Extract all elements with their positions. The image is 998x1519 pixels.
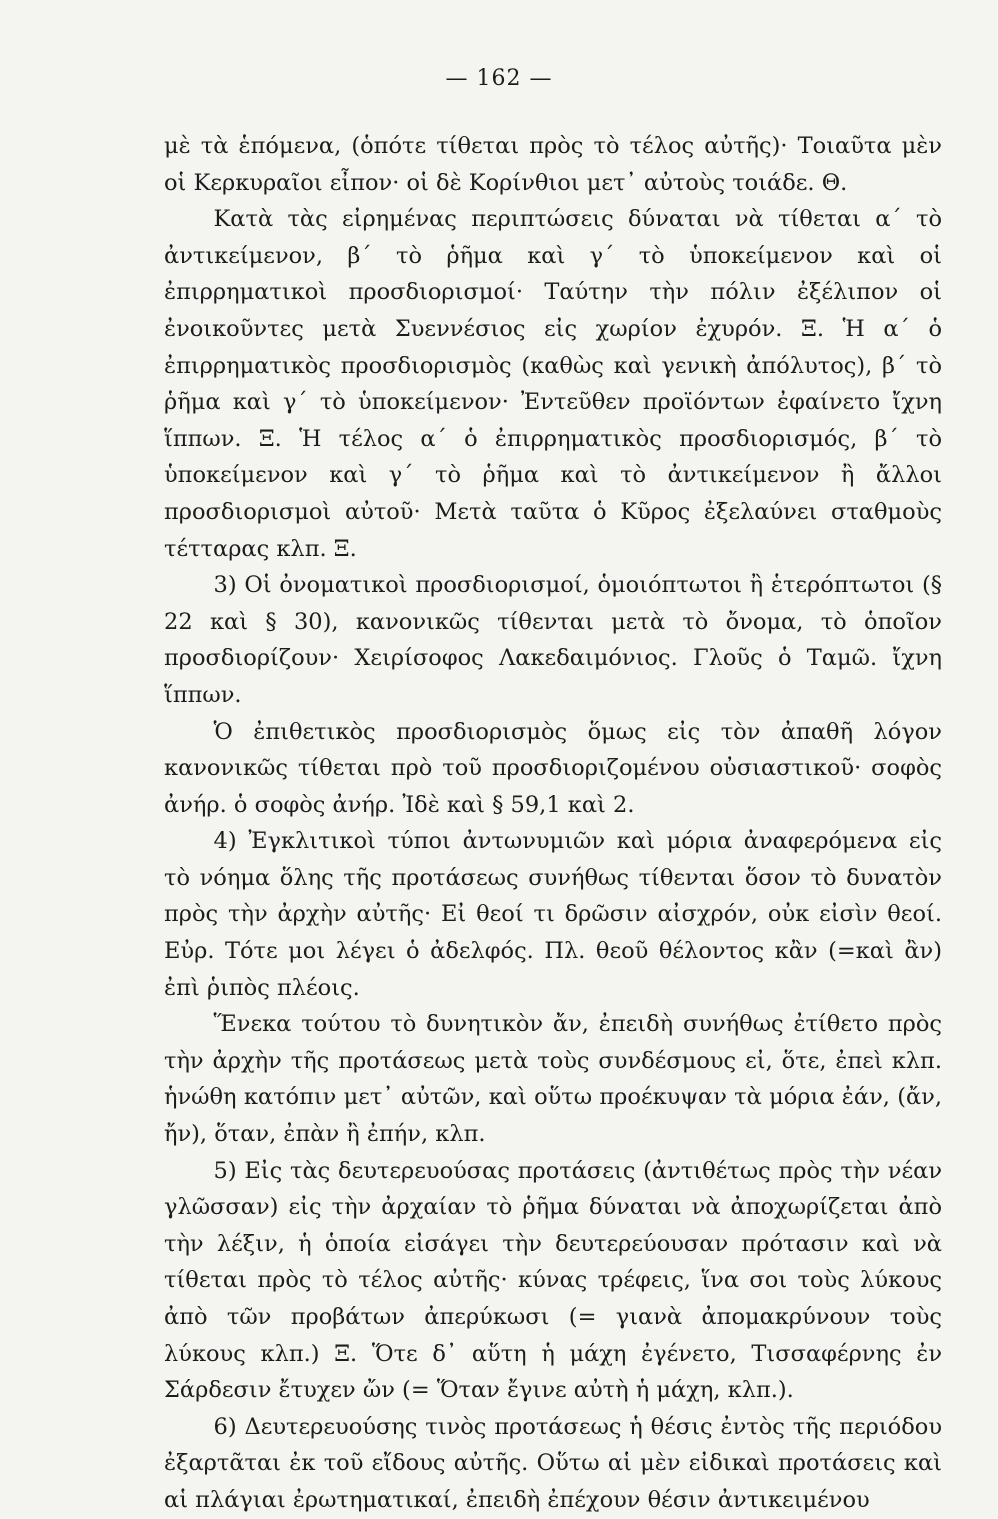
paragraph: 3) Οἱ ὀνοματικοὶ προσδιορισμοί, ὁμοιόπτωτοι ἢ ἑτερόπτωτοι (§ 22 καὶ § 30), κανονικῶς τίθενται μετὰ τὸ ὄνομα, τὸ ὁποῖον προσδιορίζουν· Χειρίσοφος Λακεδαιμόνιος. Γλοῦς ὁ Ταμῶ. ἴχνη ἵππων. <box>164 572 942 708</box>
paragraph: Κατὰ τὰς εἰρημένας περιπτώσεις δύναται νὰ τίθεται α´ τὸ ἀντικείμενον, β´ τὸ ῥῆμα καὶ γ´ τὸ ὑποκείμενον καὶ οἱ ἐπιρρηματικοὶ προσδιορισμοί· Ταύτην τὴν πόλιν ἐξέλιπον οἱ ἐνοικοῦντες μετὰ Συεννέσιος εἰς χωρίον ἐχυρόν. Ξ. Ἡ α´ ὁ ἐπιρρηματικὸς προσδιορισμὸς (καθὼς καὶ γενικὴ ἀπόλυτος), β´ τὸ ῥῆμα καὶ γ´ τὸ ὑποκείμενον· Ἐντεῦθεν προϊόντων ἐφαίνετο ἴχνη ἵππων. Ξ. Ἡ τέλος α´ ὁ ἐπιρρηματικὸς προσδιορισμός, β´ τὸ ὑποκείμενον καὶ γ´ τὸ ῥῆμα καὶ τὸ ἀντικείμενον ἢ ἄλλοι προσδιορισμοὶ αὐτοῦ· Μετὰ ταῦτα ὁ Κῦρος ἐξελαύνει σταθμοὺς τέτταρας κλπ. Ξ. <box>164 206 942 562</box>
body-text <box>164 128 942 1519</box>
page-number: — 162 — <box>445 66 553 91</box>
paragraph: 4) Ἐγκλιτικοὶ τύποι ἀντωνυμιῶν καὶ μόρια ἀναφερόμενα εἰς τὸ νόημα ὅλης τῆς προτάσεως συνήθως τίθενται ὅσον τὸ δυνατὸν πρὸς τὴν ἀρχὴν αὐτῆς· Εἰ θεοί τι δρῶσιν αἰσχρόν, οὐκ εἰσὶν θεοί. Εὐρ. Τότε μοι λέγει ὁ ἀδελφός. Πλ. θεοῦ θέλοντος κἂν (=καὶ ἂν) ἐπὶ ῥιπὸς πλέοις. <box>164 828 942 1001</box>
paragraph: 5) Εἰς τὰς δευτερευούσας προτάσεις (ἀντιθέτως πρὸς τὴν νέαν γλῶσσαν) εἰς τὴν ἀρχαίαν τὸ ῥῆμα δύναται νὰ ἀποχωρίζεται ἀπὸ τὴν λέξιν, ἡ ὁποία εἰσάγει τὴν δευτερεύουσαν πρότασιν καὶ νὰ τίθεται πρὸς τὸ τέλος αὐτῆς· κύνας τρέφεις, ἵνα σοι τοὺς λύκους ἀπὸ τῶν προβάτων ἀπερύκωσι (= γιανὰ ἀπομακρύνουν τοὺς λύκους κλπ.) Ξ. Ὅτε δ᾽ αὕτη ἡ μάχη ἐγένετο, Τισσαφέρνης ἐν Σάρδεσιν ἔτυχεν ὤν (= Ὅταν ἔγινε αὐτὴ ἡ μάχη, κλπ.). <box>164 1157 942 1404</box>
paragraph: μὲ τὰ ἑπόμενα, (ὁπότε τίθεται πρὸς τὸ τέλος αὐτῆς)· Τοιαῦτα μὲν οἱ Κερκυραῖοι εἶπον· οἱ δὲ Κορίνθιοι μετ᾽ αὐτοὺς τοιάδε. Θ. <box>164 133 942 196</box>
paragraph: Ἕνεκα τούτου τὸ δυνητικὸν ἄν, ἐπειδὴ συνήθως ἐτίθετο πρὸς τὴν ἀρχὴν τῆς προτάσεως μετὰ τοὺς συνδέσμους εἰ, ὅτε, ἐπεὶ κλπ. ἡνώθη κατόπιν μετ᾽ αὐτῶν, καὶ οὕτω προέκυψαν τὰ μόρια ἐάν, (ἄν, ἤν), ὅταν, ἐπὰν ἢ ἐπήν, κλπ. <box>164 1011 942 1148</box>
paragraph: 6) Δευτερευούσης τινὸς προτάσεως ἡ θέσις ἐντὸς τῆς περιόδου ἐξαρτᾶται ἐκ τοῦ εἴδους αὐτῆς. Οὕτω αἱ μὲν εἰδικαὶ προτάσεις καὶ αἱ πλάγιαι ἐρωτηματικαί, ἐπειδὴ ἐπέχουν θέσιν ἀντικειμένου <box>164 1413 942 1513</box>
paragraph: Ὁ ἐπιθετικὸς προσδιορισμὸς ὅμως εἰς τὸν ἀπαθῆ λόγον κανονικῶς τίθεται πρὸ τοῦ προσδιοριζομένου οὐσιαστικοῦ· σοφὸς ἀνήρ. ὁ σοφὸς ἀνήρ. Ἰδὲ καὶ § 59,1 καὶ 2. <box>164 718 942 818</box>
